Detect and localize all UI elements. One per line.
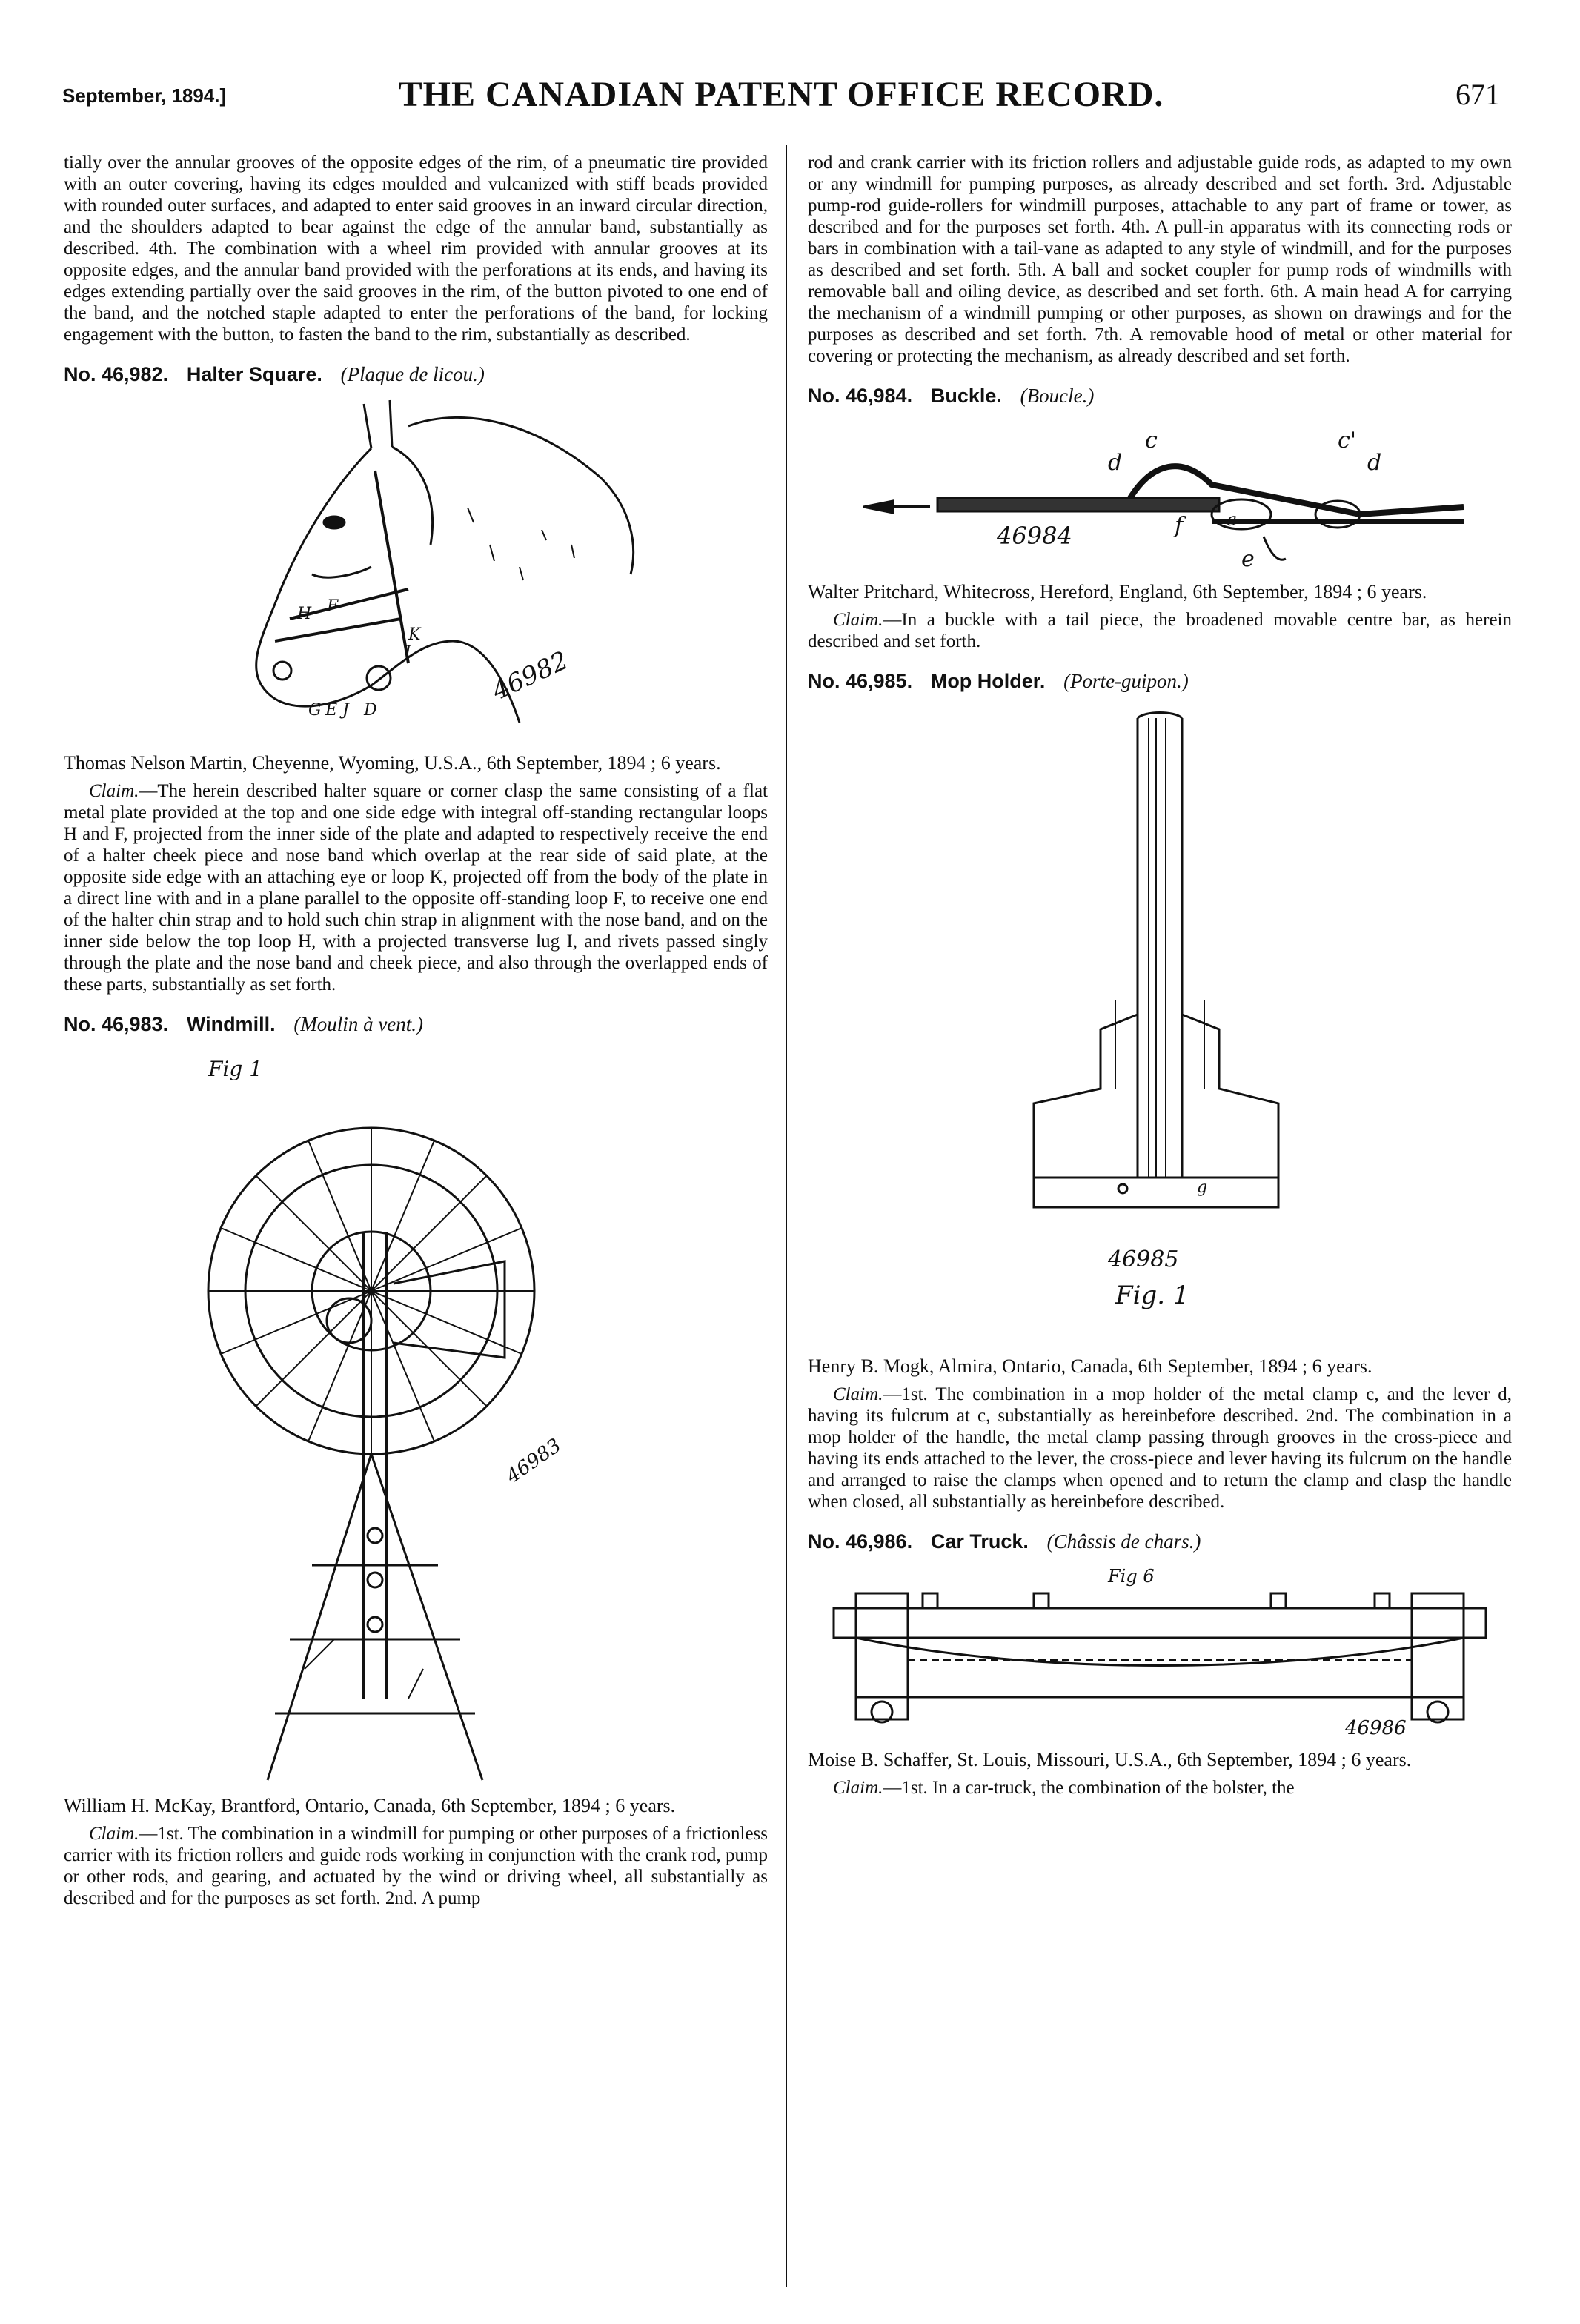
mop-figure-caption: Fig. 1 <box>1115 1281 1189 1310</box>
car-truck-figure-number: 46986 <box>1345 1717 1407 1739</box>
car-truck-figure-caption: Fig 6 <box>1108 1566 1155 1587</box>
claim-46986 <box>808 1777 1512 1799</box>
horse-head-drawing <box>186 396 645 745</box>
header-date: September, 1894.] <box>62 84 227 107</box>
page-number: 671 <box>1455 78 1500 111</box>
entry-title: Mop Holder. <box>930 670 1046 692</box>
halter-label-k: K <box>408 625 421 644</box>
mop-clamp-label: g <box>1197 1178 1208 1197</box>
halter-label-g: G <box>308 701 322 720</box>
halter-label-j: J <box>342 701 349 720</box>
halter-label-i: I <box>405 643 411 662</box>
column-divider <box>786 145 787 2287</box>
claim-label: Claim. <box>89 781 139 801</box>
claim-text: —1st. In a car-truck, the combination of the bolster, the <box>883 1778 1295 1798</box>
inventor-46986: Moise B. Schaffer, St. Louis, Missouri, U.S.A., 6th September, 1894 ; 6 years. <box>808 1749 1412 1770</box>
inventor-46983: William H. McKay, Brantford, Ontario, Canada, 6th September, 1894 ; 6 years. <box>64 1795 676 1816</box>
halter-label-d: D <box>364 701 377 720</box>
entry-french-title: (Moulin à vent.) <box>293 1013 424 1035</box>
entry-number: No. 46,986. <box>808 1530 913 1553</box>
left-column <box>64 152 768 1916</box>
car-truck-drawing <box>811 1564 1508 1742</box>
buckle-drawing <box>826 418 1493 574</box>
entry-number: No. 46,985. <box>808 670 913 692</box>
claim-text: —In a buckle with a tail piece, the broadened movable centre bar, as herein described and set forth. <box>808 610 1512 651</box>
entry-french-title: (Boucle.) <box>1020 385 1095 407</box>
buckle-label-d: d <box>1108 450 1123 476</box>
claim-46984 <box>808 609 1512 652</box>
entry-title: Halter Square. <box>186 363 322 385</box>
claim-label: Claim. <box>89 1824 139 1844</box>
claim-46982 <box>64 780 768 995</box>
halter-label-h: H <box>297 605 312 623</box>
buckle-label-c: c <box>1145 428 1158 454</box>
entry-french-title: (Châssis de chars.) <box>1046 1530 1201 1553</box>
halter-label-e: E <box>325 701 338 720</box>
entry-french-title: (Porte-guipon.) <box>1063 670 1189 692</box>
entry-number: No. 46,983. <box>64 1013 169 1035</box>
right-continuation-text: rod and crank carrier with its friction rollers and adjustable guide rods, as adapted to my own or any windmill for pumping purposes, as already described and set forth. 3rd. Adjustable pump-rod guide-rollers for windmill purposes, attachable to any part of frame or tower, as described and for the purposes set forth. 4th. A pull-in apparatus with its connecting rods or bars in combination with a tail-vane as adapted to any style of windmill, and for the purposes as described and set forth. 5th. A ball and socket coupler for pump rods of windmills with removable ball and oiling device, as described and set forth. 6th. A main head A for carrying the mechanism of a windmill pumping or other purposes, as shown on drawings and for the purposes as described and set forth. 7th. A removable hood of metal or other material for covering or protecting the mechanism, as already described and set forth. <box>808 153 1512 366</box>
left-continuation-text: tially over the annular grooves of the opposite edges of the rim, of a pneumatic tire provided with an outer covering, having its edges moulded and vulcanized with stiff beads provided with rounded outer surfaces, and adapted to enter said grooves in an inward circular direction, and the shoulders adapted to bear against the edge of the annular band, substantially as described. 4th. The combination with a wheel rim provided with annular grooves at its opposite edges, and the annular band provided with the perforations at its ends, and having its edges extending partially over the said grooves in the rim, of the button pivoted to one end of the band, and the notched staple adapted to enter the perforations of the band, for locking engagement with the button, to fasten the band to the rim, substantially as described. <box>64 153 768 345</box>
claim-text: —The herein described halter square or corner clasp the same consisting of a flat metal plate provided at the top and one side edge with integral off-standing rectangular loops H and F, projected from the inner side of the plate and adapted to respectively receive the end of a halter cheek piece and nose band which overlap at the rear side of said plate, at the opposite side edge with an attaching eye or loop K, projected off from the body of the plate in a direct line with and in a plane parallel to the opposite off-standing loop F, to receive one end of the halter chin strap and to hold such chin strap in alignment with the nose band, and on the inner side below the top loop H, with a projected transverse lug I, and rivets passed singly through the plate and the nose band and cheek piece, and also through the overlapped ends of these parts, substantially as set forth. <box>64 781 768 995</box>
entry-number: No. 46,982. <box>64 363 169 385</box>
claim-label: Claim. <box>833 1778 883 1798</box>
windmill-figure <box>186 1046 645 1787</box>
inventor-46984: Walter Pritchard, Whitecross, Hereford, England, 6th September, 1894 ; 6 years. <box>808 581 1427 602</box>
entry-heading-46982 <box>64 363 768 386</box>
inventor-46982: Thomas Nelson Martin, Cheyenne, Wyoming, U.S.A., 6th September, 1894 ; 6 years. <box>64 752 721 774</box>
claim-text: —1st. The combination in a mop holder of the metal clamp c, and the lever d, having its fulcrum at c, substantially as hereinbefore described. 2nd. The combination in a mop holder of the handle, the metal clamp passing through grooves in the cross-piece and having its ends attached to the lever, the cross-piece and lever having its fulcrum on the handle and arranged to raise the clamps when opened and to return the clamp and clasp the handle when closed, all substantially as hereinbefore described. <box>808 1384 1512 1512</box>
buckle-label-c-prime: c' <box>1338 428 1357 454</box>
halter-label-f: F <box>327 597 339 616</box>
mop-holder-figure <box>930 703 1390 1348</box>
inventor-46985: Henry B. Mogk, Almira, Ontario, Canada, 6th September, 1894 ; 6 years. <box>808 1355 1372 1377</box>
page-header <box>62 74 1500 119</box>
windmill-drawing <box>186 1046 645 1787</box>
claim-46983 <box>64 1823 768 1909</box>
entry-number: No. 46,984. <box>808 385 913 407</box>
right-column <box>808 152 1512 1806</box>
buckle-label-a: a <box>1227 509 1238 530</box>
mop-figure-number: 46985 <box>1108 1246 1179 1272</box>
buckle-label-f: f <box>1175 513 1184 539</box>
car-truck-figure <box>811 1564 1508 1742</box>
entry-title: Car Truck. <box>930 1530 1029 1553</box>
buckle-label-e: e <box>1241 546 1255 572</box>
entry-heading-46983 <box>64 1013 768 1036</box>
entry-heading-46984 <box>808 385 1512 408</box>
mop-holder-drawing <box>930 703 1390 1348</box>
claim-label: Claim. <box>833 610 883 630</box>
halter-figure-number: 46982 <box>487 645 573 707</box>
entry-heading-46985 <box>808 670 1512 693</box>
buckle-figure <box>826 418 1493 574</box>
entry-french-title: (Plaque de licou.) <box>340 363 485 385</box>
entry-title: Buckle. <box>930 385 1002 407</box>
claim-text: —1st. The combination in a windmill for pumping or other purposes of a frictionless carrier with its friction rollers and guide rods working in conjunction with the crank rod, pump or other rods, and gearing, and actuated by the wind or driving wheel, all substantially as described and for the purposes as set forth. 2nd. A pump <box>64 1824 768 1908</box>
claim-46985 <box>808 1384 1512 1513</box>
windmill-figure-number: 46983 <box>502 1434 565 1488</box>
buckle-figure-number: 46984 <box>997 522 1072 550</box>
header-title: THE CANADIAN PATENT OFFICE RECORD. <box>398 75 1164 114</box>
entry-heading-46986 <box>808 1530 1512 1553</box>
entry-title: Windmill. <box>186 1013 276 1035</box>
buckle-label-d2: d <box>1367 450 1382 476</box>
windmill-figure-caption: Fig 1 <box>208 1057 263 1081</box>
claim-label: Claim. <box>833 1384 883 1404</box>
halter-horse-figure <box>186 396 645 745</box>
